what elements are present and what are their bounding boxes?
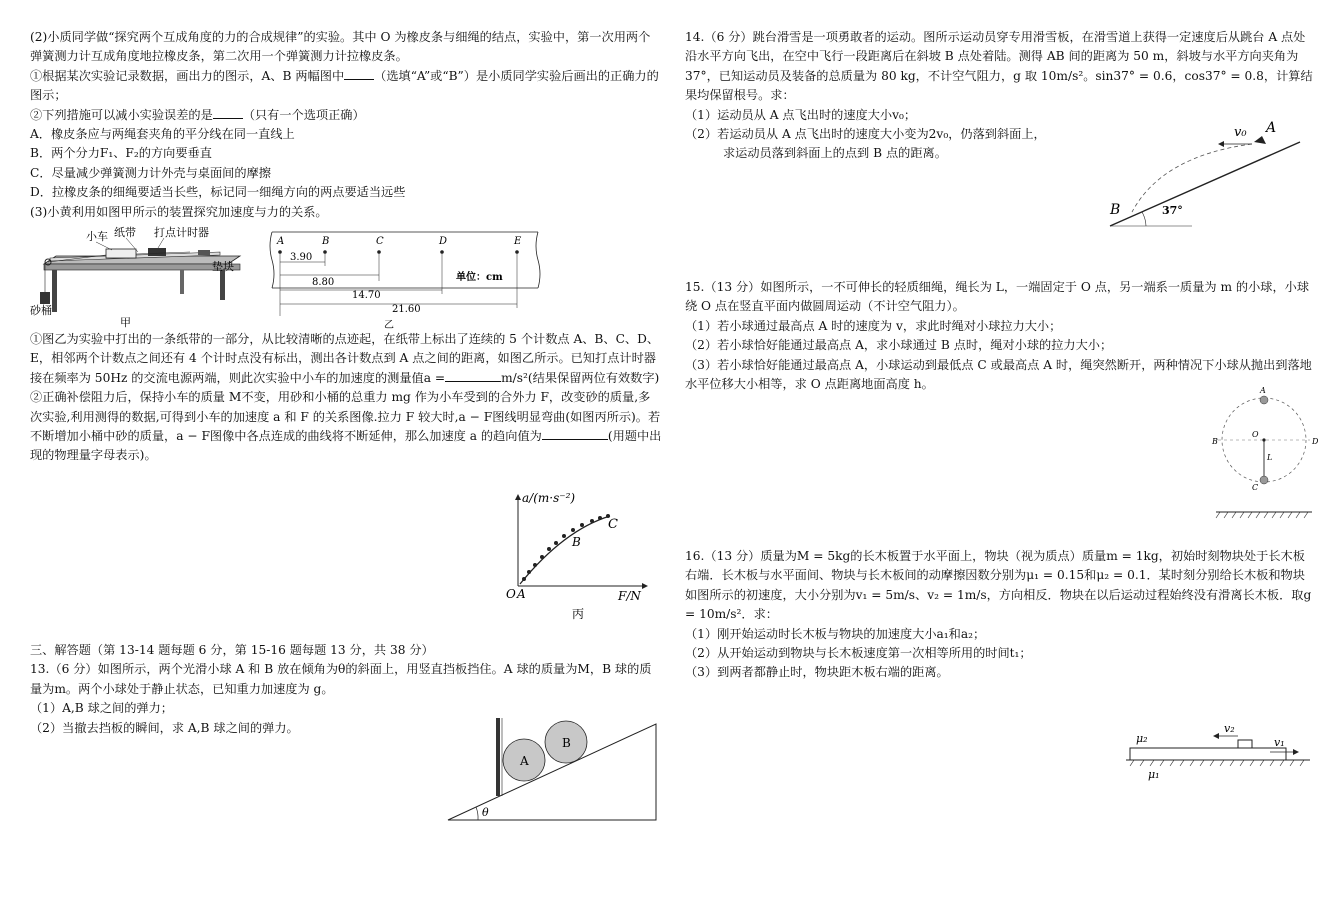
- q15-part3: （3）若小球恰好能通过最高点 A，小球运动到最低点 C 或最高点 A 时，绳突然断开，两种情况下小球从抛出到落地水平位移大小相等，求 O 点距离地面高度 h。: [685, 357, 1312, 392]
- label-pad: 垫块: [212, 260, 234, 273]
- exp2-q1: [30, 67, 662, 106]
- v0-label: v₀: [1234, 125, 1247, 140]
- label-cart: 小车: [86, 230, 108, 243]
- q13-text: 13.（6 分）如图所示，两个光滑小球 A 和 B 放在倾角为θ的斜面上，用竖直挡板挡住。A 球的质量为M，B 球的质量为m。两个小球处于静止状态，已知重力加速度为 g。: [30, 662, 652, 696]
- exp2-intro: (2)小质同学做“探究两个互成角度的力的合成规律”的实验。其中 O 为橡皮条与细绳的结点，实验中，第一次用两个弹簧测力计互成角度地拉橡皮条，第二次用一个弹簧测力计拉橡皮条。: [30, 30, 651, 64]
- option-d: D．拉橡皮条的细绳要适当长些，标记同一细绳方向的两点要适当远些: [30, 185, 406, 200]
- dist-ae: 21.60: [392, 304, 421, 315]
- q14-part1: （1）运动员从 A 点飞出时的速度大小v₀；: [685, 107, 917, 122]
- q14-part2b: 求运动员落到斜面上的点到 B 点的距离。: [723, 146, 947, 161]
- figure-yi-tape: [266, 226, 552, 334]
- caption-yi: 乙: [384, 320, 394, 331]
- point-c-label: C: [608, 517, 618, 532]
- q14-part2: （2）若运动员从 A 点飞出时的速度大小变为2v₀，仍落到斜面上，: [685, 127, 1046, 142]
- exp3-q1: [30, 330, 662, 388]
- q16-part1: （1）刚开始运动时长木板与物块的加速度大小a₁和a₂；: [685, 626, 986, 641]
- dist-ab: 3.90: [290, 252, 313, 263]
- answer-blank[interactable]: [542, 427, 608, 440]
- angle-37-label: 37°: [1162, 204, 1183, 217]
- answer-blank[interactable]: [213, 106, 243, 119]
- y-axis-label: a/(m·s⁻²): [522, 491, 576, 505]
- point-a: A: [277, 236, 285, 247]
- answer-blank[interactable]: [445, 369, 501, 382]
- point-b-label: B: [572, 535, 581, 549]
- q15-part2: （2）若小球恰好能通过最高点 A，求小球通过 B 点时，绳对小球的拉力大小；: [685, 338, 1113, 353]
- dist-ad: 14.70: [352, 290, 381, 301]
- point-b-label: B: [1212, 437, 1218, 446]
- point-c: C: [376, 236, 384, 247]
- exp2-q2: [30, 106, 662, 125]
- q16-block: [685, 547, 1315, 683]
- figure-jia-apparatus: [30, 222, 260, 334]
- figure-15-circle: [1208, 384, 1320, 522]
- exp3-q2-text-a: ②正确补偿阻力后，保持小车的质量 M不变，用砂和小桶的总重力 mg 作为小车受到的合外力 F，改变砂的质量,多次实验,利用测得的数据,可得到小车的加速度 a 和 F 的关系图像.拉力 F 较大时,a − F图线明显弯曲(如图丙所示)。若不断增加小桶中砂的质量，a − F图像中各点连成的曲线将不断延伸，那么加速度 a 的趋向值为: [30, 390, 661, 444]
- section3-heading: 三、解答题（第 13-14 题每题 6 分，第 15-16 题每题 13 分，共 38 分）: [30, 643, 434, 657]
- point-a-label: A: [517, 587, 526, 601]
- point-o-label: O: [1252, 430, 1259, 439]
- label-tape: 纸带: [114, 226, 136, 239]
- exp3-questions: [30, 330, 662, 466]
- angle-theta-label: θ: [482, 806, 489, 819]
- point-c-label: C: [1252, 483, 1259, 492]
- point-b-label: B: [1110, 202, 1121, 218]
- exp3-q1-text-b: m/s²(结果保留两位有效数字): [501, 370, 660, 385]
- left-column: [30, 28, 662, 222]
- point-b: B: [322, 236, 330, 247]
- exp2-q1-text-a: ①根据某次实验记录数据，画出力的图示，A、B 两幅图中: [30, 68, 345, 83]
- answer-blank[interactable]: [344, 67, 374, 80]
- v1-label: v₁: [1274, 736, 1285, 749]
- option-b: B．两个分力F₁、F₂的方向要垂直: [30, 146, 212, 161]
- label-timer: 打点计时器: [154, 226, 209, 239]
- ball-a-label: A: [520, 754, 529, 768]
- q16-part3: （3）到两者都静止时，物块距木板右端的距离。: [685, 665, 949, 680]
- mu2-label: μ₂: [1136, 732, 1148, 745]
- q15-text: 15.（13 分）如图所示，一不可伸长的轻质细绳，绳长为 L，一端固定于 O 点，另一端系一质量为 m 的小球，小球绕 O 点在竖直平面内做圆周运动（不计空气阻力）。: [685, 280, 1310, 314]
- length-l-label: L: [1267, 453, 1273, 462]
- figure-bing-graph: [500, 488, 660, 622]
- exp3-q2: [30, 388, 662, 466]
- exp3-q1-text-a: ①图乙为实验中打出的一条纸带的一部分，从比较清晰的点迹起，在纸带上标出了连续的 5 个计数点 A、B、C、D、E，相邻两个计数点之间还有 4 个计时点没有标出，测出各计数点到 A 点之间的距离，如图乙所示。已知打点计时器接在频率为 50Hz 的交流电源两端，则此次实验中小车的加速度的测量值a =: [30, 332, 660, 385]
- q15-block: [685, 278, 1315, 394]
- q16-text: 16.（13 分）质量为M = 5kg的长木板置于水平面上，物块（视为质点）质量m = 1kg，初始时刻物块处于长木板右端．长木板与水平面间、物块与长木板间的动摩擦因数分别为μ₁ = 0.15和μ₂ = 0.1．某时刻分别给长木板和物块如图所示的初速度，大小分别为v₁ = 5m/s、v₂ = 1m/s，方向相反．物块在以后运动过程始终没有滑离长木板．取g = 10m/s²．求：: [685, 549, 1312, 622]
- origin-label: O: [506, 587, 516, 601]
- x-axis-label: F/N: [618, 589, 641, 603]
- ball-b-label: B: [562, 736, 571, 750]
- mu1-label: μ₁: [1148, 768, 1160, 781]
- exp3-intro: (3)小黄利用如图甲所示的装置探究加速度与力的关系。: [30, 204, 328, 219]
- dist-ac: 8.80: [312, 277, 335, 288]
- point-e: E: [514, 236, 522, 247]
- q13-part1: （1）A,B 球之间的弹力；: [30, 701, 173, 716]
- unit-label: 单位：cm: [456, 272, 503, 283]
- q15-part1: （1）若小球通过最高点 A 时的速度为 v，求此时绳对小球拉力大小；: [685, 318, 1062, 333]
- v2-label: v₂: [1224, 722, 1235, 735]
- point-d-label: D: [1312, 437, 1319, 446]
- caption-jia: 甲: [120, 316, 131, 329]
- q13-part2: （2）当撤去挡板的瞬间，求 A,B 球之间的弹力。: [30, 720, 299, 735]
- exp2-q2-text-a: ②下列措施可以减小实验误差的是: [30, 107, 213, 122]
- figure-13-incline: [444, 716, 660, 822]
- exp2-q2-text-b: （只有一个选项正确）: [242, 107, 365, 122]
- figure-14-slope: [1102, 116, 1308, 228]
- caption-bing: 丙: [572, 607, 585, 621]
- q14-text: 14.（6 分）跳台滑雪是一项勇敢者的运动。图所示运动员穿专用滑雪板，在滑雪道上获得一定速度后从跳台 A 点处沿水平方向飞出，在空中飞行一段距离后在斜坡 B 点处着陆。测得 AB 间的距离为 50 m，斜坡与水平方向夹角为 37°，已知运动员及装备的总质量为 80 kg，不计空气阻力，g 取 10m/s²。sin37° = 0.6，cos37° = 0.8，计算结果均保留根号。求：: [685, 30, 1313, 103]
- figure-16-board: [1124, 722, 1316, 784]
- option-c: C．尽量减少弹簧测力计外壳与桌面间的摩擦: [30, 165, 271, 180]
- label-bucket: 砂桶: [30, 304, 52, 317]
- q16-part2: （2）从开始运动到物块与长木板速度第一次相等所用的时间t₁；: [685, 646, 1032, 661]
- point-a-label: A: [1260, 386, 1266, 395]
- point-a-label: A: [1266, 120, 1277, 136]
- exp3-q2-text-b: (用题中出现的物理量字母表示)。: [30, 429, 662, 463]
- point-d: D: [439, 236, 448, 247]
- option-a: A．橡皮条应与两绳套夹角的平分线在同一直线上: [30, 127, 295, 142]
- exp2-q1-text-b: （选填“A”或“B”）是小质同学实验后画出的正确力的图示；: [30, 68, 659, 103]
